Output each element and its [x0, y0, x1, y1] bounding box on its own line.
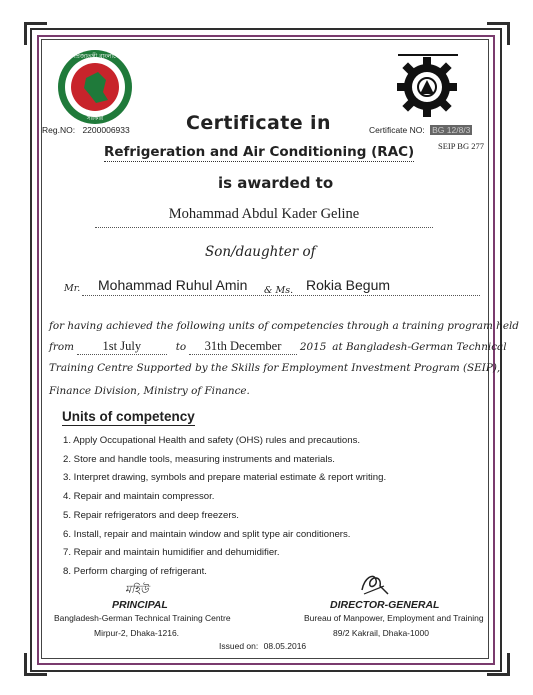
- units-list: [63, 432, 386, 582]
- principal-line-2: Mirpur-2, Dhaka-1216.: [94, 628, 180, 638]
- statement-line-2: [49, 339, 507, 355]
- gear-icon: [396, 56, 458, 118]
- unit-item: 4. Repair and maintain compressor.: [63, 491, 215, 503]
- recipient-name: Mohammad Abdul Kader Geline: [168, 206, 360, 222]
- certificate-extra-number: SEIP BG 277: [438, 141, 484, 151]
- arabic-calligraphy: [398, 45, 458, 56]
- statement-line-3: Training Centre Supported by the Skills for Employment Investment Program (SEIP),: [49, 362, 501, 374]
- director-title: DIRECTOR-GENERAL: [330, 599, 440, 611]
- principal-line-1: Bangladesh-German Technical Training Centre: [54, 613, 231, 623]
- title-line-1: Certificate in: [186, 112, 331, 134]
- ms-label: & Ms.: [264, 285, 294, 296]
- corner-ornament-br: [487, 653, 510, 676]
- title-line-3: is awarded to: [218, 174, 334, 192]
- director-line-2: 89/2 Kakrail, Dhaka-1000: [333, 628, 429, 638]
- government-seal: [56, 48, 134, 126]
- issued-on: [219, 641, 306, 651]
- seal-caption-bottom: সরকার: [86, 115, 104, 122]
- statement-line-1: for having achieved the following units of competencies through a training program held: [49, 320, 519, 332]
- unit-item: 5. Repair refrigerators and deep freezers.: [63, 509, 239, 521]
- mr-label: Mr.: [64, 283, 81, 294]
- relation-label: Son/daughter of: [205, 244, 316, 260]
- registration-label: Reg.NO:: [42, 125, 76, 135]
- institute-logo: [396, 56, 458, 118]
- principal-title: PRINCIPAL: [112, 599, 168, 611]
- issued-label: Issued on:: [219, 641, 259, 651]
- principal-signature: মহিউ: [125, 584, 149, 596]
- corner-ornament-tr: [487, 22, 510, 45]
- certificate-no-label: Certificate NO:: [369, 125, 425, 135]
- unit-item: 3. Interpret drawing, symbols and prepare material estimate & report writing.: [63, 472, 387, 484]
- unit-item: 7. Repair and maintain humidifier and dehumidifier.: [63, 547, 280, 559]
- father-name: Mohammad Ruhul Amin: [98, 277, 248, 293]
- registration-value: 2200006933: [82, 125, 130, 135]
- statement-line-4: Finance Division, Ministry of Finance.: [49, 385, 250, 397]
- corner-ornament-bl: [24, 653, 47, 676]
- certificate-number: [369, 125, 472, 135]
- units-heading: Units of competency: [62, 409, 195, 424]
- unit-item: 6. Install, repair and maintain window and split type air conditioners.: [63, 528, 351, 540]
- issued-date: 08.05.2016: [263, 641, 307, 651]
- unit-item: 1. Apply Occupational Health and safety (OHS) rules and precautions.: [63, 435, 361, 446]
- to-label: to: [175, 341, 187, 353]
- corner-ornament-tl: [24, 22, 47, 45]
- title-line-2: Refrigeration and Air Conditioning (RAC): [104, 144, 415, 160]
- year: 2015: [299, 341, 327, 353]
- mother-name: Rokia Begum: [306, 277, 391, 293]
- director-signature: [354, 568, 394, 598]
- from-label: from: [49, 341, 74, 353]
- from-date: 1st July: [77, 339, 167, 355]
- statement-line-2-tail: at Bangladesh-German Technical: [332, 341, 507, 353]
- unit-item: 8. Perform charging of refrigerant.: [63, 565, 207, 577]
- registration-number: [42, 125, 130, 135]
- unit-item: 2. Store and handle tools, measuring instruments and materials.: [63, 453, 335, 465]
- director-line-1: Bureau of Manpower, Employment and Training: [304, 613, 484, 623]
- certificate-no-value: BG 12/8/3: [432, 125, 471, 135]
- seal-caption-top: গণপ্রজাতন্ত্রী বাংলাদেশ: [67, 53, 123, 60]
- to-date: 31th December: [189, 339, 297, 355]
